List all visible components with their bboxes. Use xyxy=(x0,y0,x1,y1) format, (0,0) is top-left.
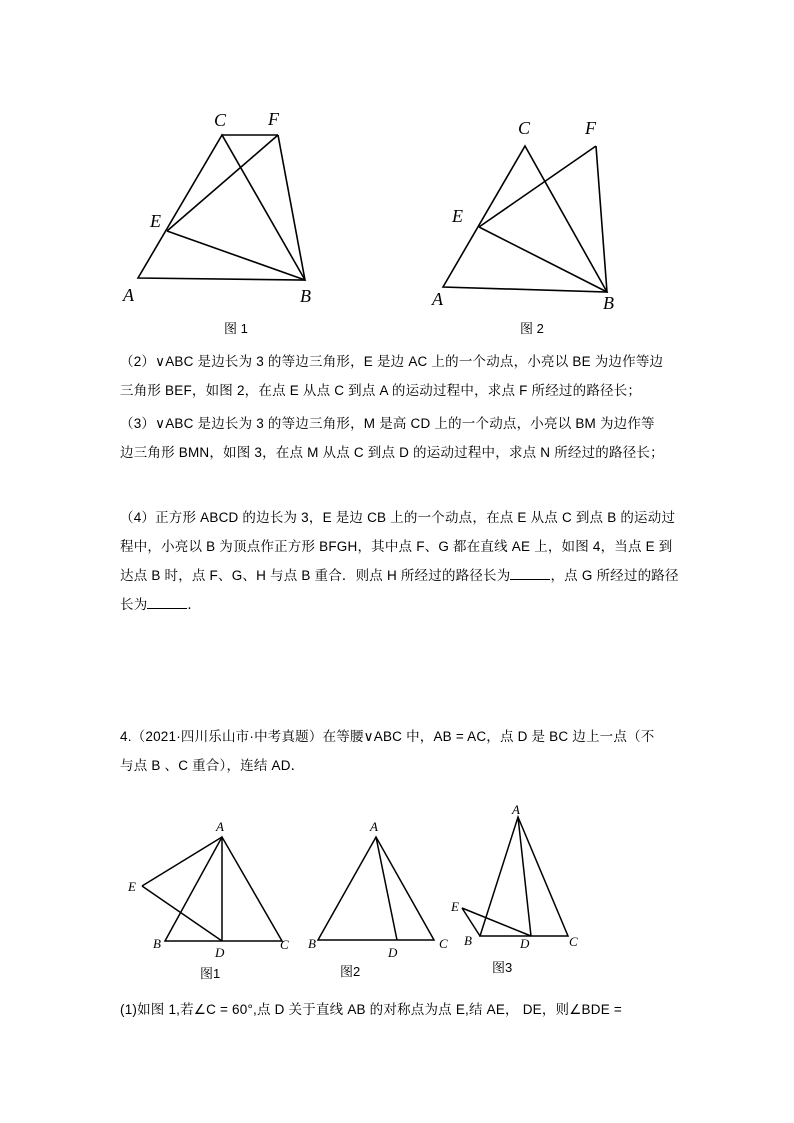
label-b: B xyxy=(464,933,472,948)
bottom-figure-2 xyxy=(300,815,455,965)
answer-blank-g[interactable] xyxy=(147,596,187,609)
top-figure-2 xyxy=(425,110,635,315)
label-e: E xyxy=(451,899,459,914)
top-figure-1 xyxy=(110,100,330,315)
label-a: A xyxy=(216,819,224,834)
part-4-text: （4）正方形 ABCD 的边长为 3，E 是边 CB 上的一个动点，在点 E 从点 C 到点 B 的运动过 程中，小亮以 B 为顶点作正方形 BFGH，其中点 F、G 都在直线 AE 上，如图 4，当点 E 到 达点 B 时，点 F、G、H 与点 B 重合．则点 H 所经过的路径长为 ，点 G 所经过的路径 长为 ． xyxy=(120,510,679,612)
part-2-text: （2）∨ABC 是边长为 3 的等边三角形，E 是边 AC 上的一个动点，小亮以 BE 为边作等边 三角形 BEF，如图 2，在点 E 从点 C 到点 A 的运动过程中，求点 F 所经过的路径长； xyxy=(120,354,664,398)
caption-bottom-fig2: 图2 xyxy=(340,964,361,979)
label-a: A xyxy=(123,285,134,305)
label-e: E xyxy=(452,206,463,226)
question-4-text: 4.（2021·四川乐山市·中考真题）在等腰∨ABC 中，AB = AC，点 D 是 BC 边上一点（不 与点 B 、C 重合），连结 AD． xyxy=(120,729,655,773)
label-c: C xyxy=(569,934,578,949)
label-f: F xyxy=(585,118,596,138)
label-c: C xyxy=(518,118,531,138)
triangle-abc xyxy=(443,146,607,292)
label-c: C xyxy=(439,936,448,951)
label-d: D xyxy=(520,936,530,951)
label-f: F xyxy=(268,109,279,129)
label-b: B xyxy=(300,286,311,306)
label-e: E xyxy=(150,211,161,231)
triangle-abc xyxy=(138,135,305,280)
label-c: C xyxy=(280,937,289,952)
label-a: A xyxy=(512,802,520,817)
part-3-text: （3）∨ABC 是边长为 3 的等边三角形，M 是高 CD 上的一个动点，小亮以 BM 为边作等 边三角形 BMN，如图 3，在点 M 从点 C 到点 D 的运动过程中，求点 N 所经过的路径长； xyxy=(120,416,664,460)
label-b: B xyxy=(603,293,614,313)
label-a: A xyxy=(432,289,443,309)
answer-blank-h[interactable] xyxy=(510,567,550,580)
label-a: A xyxy=(370,819,378,834)
bottom-figure-3 xyxy=(445,800,590,955)
question-4-part-1-text: (1)如图 1,若∠C = 60°,点 D 关于直线 AB 的对称点为点 E,结 AE， DE，则∠BDE = xyxy=(120,1002,622,1017)
caption-bottom-fig1: 图1 xyxy=(200,966,221,981)
label-c: C xyxy=(214,110,227,130)
label-e: E xyxy=(128,879,136,894)
label-d: D xyxy=(215,945,225,960)
caption-top-fig1: 图 1 xyxy=(224,321,248,336)
bottom-figure-1 xyxy=(120,815,305,965)
label-b: B xyxy=(153,936,161,951)
caption-top-fig2: 图 2 xyxy=(520,321,544,336)
label-b: B xyxy=(308,936,316,951)
label-d: D xyxy=(388,945,398,960)
caption-bottom-fig3: 图3 xyxy=(492,960,513,975)
